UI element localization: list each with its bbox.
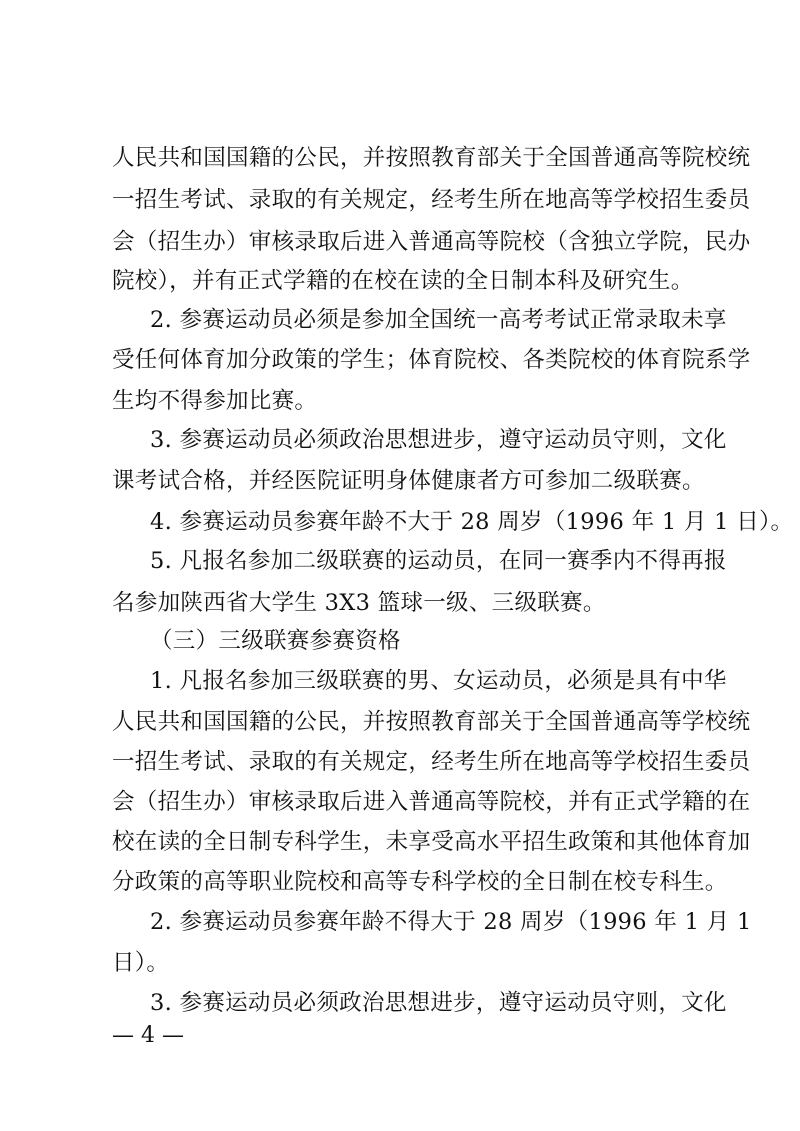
text-line: 名参加陕西省大学生 3X3 篮球一级、三级联赛。 — [112, 590, 606, 616]
text-line: 会（招生办）审核录取后进入普通高等院校（含独立学院，民办 — [112, 229, 751, 255]
text-line: 分政策的高等职业院校和高等专科学校的全日制在校专科生。 — [112, 869, 728, 895]
text-line: 人民共和国国籍的公民，并按照教育部关于全国普通高等院校统 — [112, 145, 751, 171]
text-line: 日）。 — [112, 950, 170, 976]
text-line: 3. 参赛运动员必须政治思想进步，遵守运动员守则，文化 — [150, 427, 727, 453]
page-number: — 4 — — [112, 1023, 184, 1048]
text-line: 5. 凡报名参加二级联赛的运动员，在同一赛季内不得再报 — [150, 548, 727, 574]
text-line: 3. 参赛运动员必须政治思想进步，遵守运动员守则，文化 — [150, 990, 727, 1016]
text-line: 2. 参赛运动员参赛年龄不得大于 28 周岁（1996 年 1 月 1 — [150, 909, 752, 935]
section-heading: （三）三级联赛参赛资格 — [150, 628, 401, 654]
text-line: 2. 参赛运动员必须是参加全国统一高考考试正常录取未享 — [150, 307, 727, 333]
text-line: 一招生考试、录取的有关规定，经考生所在地高等学校招生委员 — [112, 187, 751, 213]
text-line: 1. 凡报名参加三级联赛的男、女运动员，必须是具有中华 — [150, 668, 727, 694]
text-line: 人民共和国国籍的公民，并按照教育部关于全国普通高等学校统 — [112, 709, 751, 735]
text-line: 一招生考试、录取的有关规定，经考生所在地高等学校招生委员 — [112, 749, 751, 775]
text-line: 院校），并有正式学籍的在校在读的全日制本科及研究生。 — [112, 268, 694, 294]
text-line: 生均不得参加比赛。 — [112, 388, 318, 414]
text-line: 会（招生办）审核录取后进入普通高等院校，并有正式学籍的在 — [112, 789, 751, 815]
text-line: 4. 参赛运动员参赛年龄不大于 28 周岁（1996 年 1 月 1 日）。 — [150, 509, 794, 535]
text-line: 受任何体育加分政策的学生；体育院校、各类院校的体育院系学 — [112, 347, 751, 373]
text-line: 课考试合格，并经医院证明身体健康者方可参加二级联赛。 — [112, 468, 705, 494]
text-line: 校在读的全日制专科学生，未享受高水平招生政策和其他体育加 — [112, 829, 751, 855]
